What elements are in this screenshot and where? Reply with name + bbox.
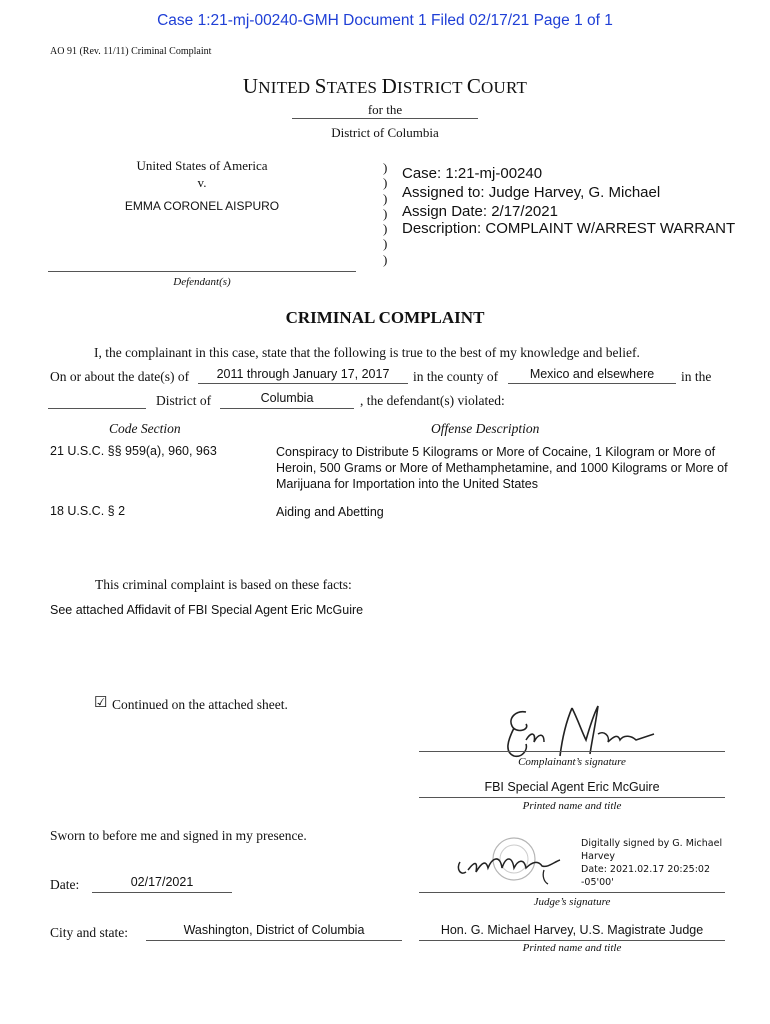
court-title-letter: U — [242, 74, 259, 98]
digital-signature-line: Digitally signed by G. Michael — [581, 838, 723, 849]
versus-label: v. — [197, 175, 207, 190]
court-title-part: TATES — [326, 78, 382, 97]
court-title-letter: S — [314, 74, 327, 98]
complainant-signature-label: Complainant’s signature — [518, 756, 626, 768]
date-label: Date: — [50, 877, 80, 892]
assigned-judge: Assigned to: Judge Harvey, G. Michael — [402, 184, 661, 201]
code-section-header: Code Section — [109, 421, 181, 436]
digital-signature-line: Harvey — [581, 851, 615, 862]
dates-underline — [198, 383, 408, 384]
in-the-label: in the — [681, 369, 712, 384]
district-blank-underline — [48, 408, 146, 409]
defendant-name: EMMA CORONEL AISPURO — [124, 199, 280, 213]
city-state-label: City and state: — [50, 925, 128, 940]
judge-name-line — [419, 940, 725, 941]
continued-label: Continued on the attached sheet. — [112, 697, 288, 712]
date-value: 02/17/2021 — [130, 875, 194, 889]
ecf-filing-stamp: Case 1:21-mj-00240-GMH Document 1 Filed 02/17/21 Page 1 of 1 — [157, 12, 613, 29]
assign-date: Assign Date: 2/17/2021 — [402, 203, 558, 220]
court-title-letter: C — [466, 74, 482, 98]
county-value: Mexico and elsewhere — [529, 367, 655, 381]
violation-offense: Conspiracy to Distribute 5 Kilograms or More of Cocaine, 1 Kilogram or More of Heroin, 500 Grams or More of Methamphetamine, and 1000 Kilograms or More of Marijuana for Importation into the United States — [276, 445, 728, 491]
defendant-underline — [48, 271, 356, 272]
court-title — [0, 74, 770, 99]
complainant-name-line — [419, 797, 725, 798]
in-county-label: in the county of — [413, 369, 499, 384]
court-title-part: OURT — [481, 78, 528, 97]
complainant-printed-name: FBI Special Agent Eric McGuire — [484, 780, 660, 794]
court-title-part: NITED — [258, 78, 315, 97]
judge-signature-line — [419, 892, 725, 893]
judge-name-label: Printed name and title — [522, 942, 622, 954]
judge-signature-label: Judge’s signature — [533, 896, 611, 908]
judge-signature-image — [452, 832, 572, 890]
violation-code: 18 U.S.C. § 2 — [50, 504, 126, 518]
violation-code: 21 U.S.C. §§ 959(a), 960, 963 — [50, 444, 217, 458]
complaint-title: CRIMINAL COMPLAINT — [285, 308, 485, 327]
judge-printed-name: Hon. G. Michael Harvey, U.S. Magistrate Judge — [440, 923, 704, 937]
complaint-intro: I, the complainant in this case, state that the following is true to the best of my knowledge and belief. — [94, 345, 640, 360]
district-of-label: District of — [156, 393, 212, 408]
case-description: Description: COMPLAINT W/ARREST WARRANT — [402, 220, 736, 237]
city-state-value: Washington, District of Columbia — [183, 923, 365, 937]
sworn-statement: Sworn to before me and signed in my presence. — [50, 828, 307, 843]
complainant-name-label: Printed name and title — [522, 800, 622, 812]
on-or-about-label: On or about the date(s) of — [50, 369, 190, 384]
offense-description-header: Offense Description — [431, 421, 540, 436]
continued-checkbox[interactable]: ☑ — [94, 695, 108, 711]
facts-text: See attached Affidavit of FBI Special Agent Eric McGuire — [50, 603, 364, 617]
defendant-label: Defendant(s) — [173, 276, 231, 288]
district-underline — [292, 118, 478, 119]
form-identifier: AO 91 (Rev. 11/11) Criminal Complaint — [50, 46, 212, 57]
complainant-signature-image — [486, 700, 666, 764]
violation-offense: Aiding and Abetting — [276, 505, 384, 519]
district-value: Columbia — [260, 391, 314, 405]
digital-signature-line: Date: 2021.02.17 20:25:02 — [581, 864, 711, 875]
violated-label: , the defendant(s) violated: — [360, 393, 505, 408]
county-underline — [508, 383, 676, 384]
facts-intro: This criminal complaint is based on these facts: — [95, 577, 352, 592]
digital-signature-line: -05'00' — [581, 877, 614, 888]
plaintiff-name: United States of America — [136, 158, 268, 173]
complainant-signature-line — [419, 751, 725, 752]
offense-dates: 2011 through January 17, 2017 — [216, 367, 390, 381]
date-underline — [92, 892, 232, 893]
court-title-letter: D — [381, 74, 398, 98]
case-number: Case: 1:21-mj-00240 — [402, 165, 543, 182]
district-name: District of Columbia — [331, 125, 439, 140]
city-state-underline — [146, 940, 402, 941]
court-title-part: ISTRICT — [397, 78, 467, 97]
caption-parentheses: ) ) ) ) ) ) ) — [383, 160, 388, 267]
for-the-label: for the — [367, 102, 403, 117]
district-value-underline — [220, 408, 354, 409]
